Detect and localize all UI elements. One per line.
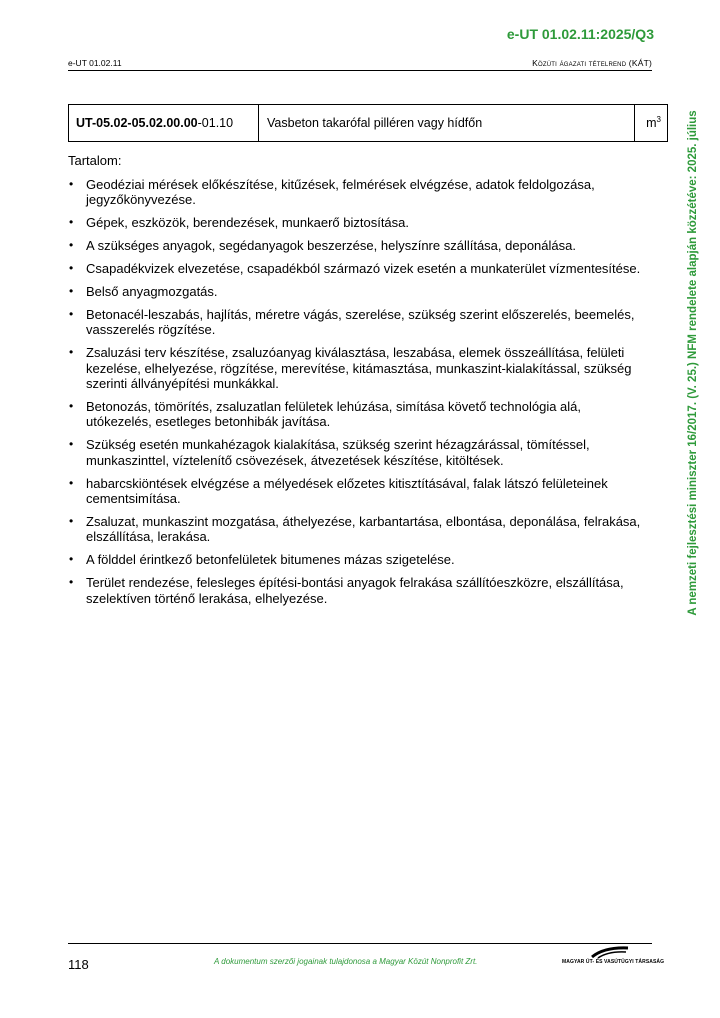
footer-divider <box>68 943 652 944</box>
list-item <box>68 514 648 545</box>
list-item-text: Csapadékvizek elvezetése, csapadékból származó vizek esetén a munkaterület vízmentesítése. <box>86 261 641 277</box>
bullet-dot-icon: • <box>69 475 74 490</box>
list-item <box>68 238 648 253</box>
bullet-dot-icon: • <box>69 215 74 230</box>
list-item-text: A földdel érintkező betonfelületek bitumenes mázas szigetelése. <box>86 552 455 568</box>
content-title: Tartalom: <box>68 153 122 168</box>
list-item <box>68 307 648 338</box>
bullet-dot-icon: • <box>69 238 74 253</box>
item-unit-cell <box>635 105 668 142</box>
bullet-dot-icon: • <box>69 398 74 413</box>
unit-exponent: 3 <box>656 115 661 125</box>
bullet-dot-icon: • <box>69 575 74 590</box>
road-logo-icon <box>590 945 630 959</box>
bullet-dot-icon: • <box>69 513 74 528</box>
unit-base: m <box>646 116 657 131</box>
bullet-dot-icon: • <box>69 345 74 360</box>
list-item-text: Zsaluzat, munkaszint mozgatása, áthelyezése, karbantartása, elbontása, deponálása, felrakása, elszállítása, lerakása. <box>86 513 641 545</box>
logo-text: MAGYAR ÚT- ÉS VASÚTÜGYI TÁRSASÁG <box>562 959 665 965</box>
list-item <box>68 399 648 430</box>
list-item-text: Gépek, eszközök, berendezések, munkaerő biztosítása. <box>86 215 410 231</box>
header-left: e-UT 01.02.11 <box>68 58 122 68</box>
bullet-dot-icon: • <box>69 284 74 299</box>
bullet-dot-icon: • <box>69 437 74 452</box>
list-item <box>68 345 648 391</box>
page-number: 118 <box>68 957 89 972</box>
list-item-text: A szükséges anyagok, segédanyagok beszerzése, helyszínre szállítása, deponálása. <box>86 238 576 254</box>
list-item <box>68 284 648 299</box>
list-item <box>68 437 648 468</box>
list-item-text: Betonacél-leszabás, hajlítás, méretre vágás, szerelése, szükség szerint előszerelés, beemelés, vasszerelés rögzítése. <box>86 306 635 338</box>
list-item-text: Belső anyagmozgatás. <box>86 284 218 300</box>
list-item <box>68 476 648 507</box>
list-item-text: Terület rendezése, felesleges építési-bontási anyagok felrakása szállítóeszközre, elszállítása, szelektíven történő lerakása, elhelyezése. <box>86 575 624 606</box>
list-item <box>68 261 648 276</box>
copyright-note: A dokumentum szerzői jogainak tulajdonosa a Magyar Közút Nonprofit Zrt. <box>214 957 478 966</box>
list-item <box>68 552 648 567</box>
item-code-suffix: -01.10 <box>197 116 234 130</box>
content-bullet-list <box>68 177 648 613</box>
list-item-text: Betonozás, tömörítés, zsaluzatlan felületek lehúzása, simítása követő technológia alá, utókezelés, esetleges betonhibák javítása. <box>86 398 582 430</box>
list-item-text: habarcskiöntések elvégzése a mélyedések előzetes kitisztításával, falak látszó felületeinek cementsimítása. <box>86 475 608 506</box>
side-note-text: A nemzeti fejlesztési miniszter 16/2017. (V. 25.) NFM rendelete alapján közzétéve: 2025. július <box>687 110 699 616</box>
item-row <box>69 105 668 142</box>
item-code-cell <box>69 105 259 142</box>
list-item <box>68 177 648 208</box>
bullet-dot-icon: • <box>69 552 74 567</box>
list-item <box>68 575 648 606</box>
item-table <box>68 104 668 142</box>
publication-side-note <box>684 98 702 628</box>
header-right: Közúti ágazati tételrend (KÁT) <box>532 58 652 68</box>
bullet-dot-icon: • <box>69 261 74 276</box>
list-item-text: Zsaluzási terv készítése, zsaluzóanyag kiválasztása, leszabása, elemek összeállítása, felületi kezelése, elhelyezése, rögzítése, merevítése, kitámasztása, munkaszint-kialakítással, szükség szerinti állványépítési munkákkal. <box>86 345 632 392</box>
document-code: e-UT 01.02.11:2025/Q3 <box>506 26 654 42</box>
bullet-dot-icon: • <box>69 306 74 321</box>
list-item <box>68 215 648 230</box>
item-code-bold: UT-05.02-05.02.00.00 <box>76 116 198 130</box>
bullet-dot-icon: • <box>69 177 74 191</box>
list-item-text: Szükség esetén munkahézagok kialakítása, szükség szerint hézagzárással, tömítéssel, munkaszinttel, víztelenítő csövezések, átvezetések készítése, kitöltések. <box>86 437 590 468</box>
item-description-cell: Vasbeton takarófal pilléren vagy hídfőn <box>259 105 635 142</box>
running-header <box>68 58 652 71</box>
list-item-text: Geodéziai mérések előkészítése, kitűzések, felmérések elvégzése, adatok feldolgozása, jegyzőkönyvezése. <box>86 177 595 208</box>
publisher-logo <box>562 945 665 971</box>
